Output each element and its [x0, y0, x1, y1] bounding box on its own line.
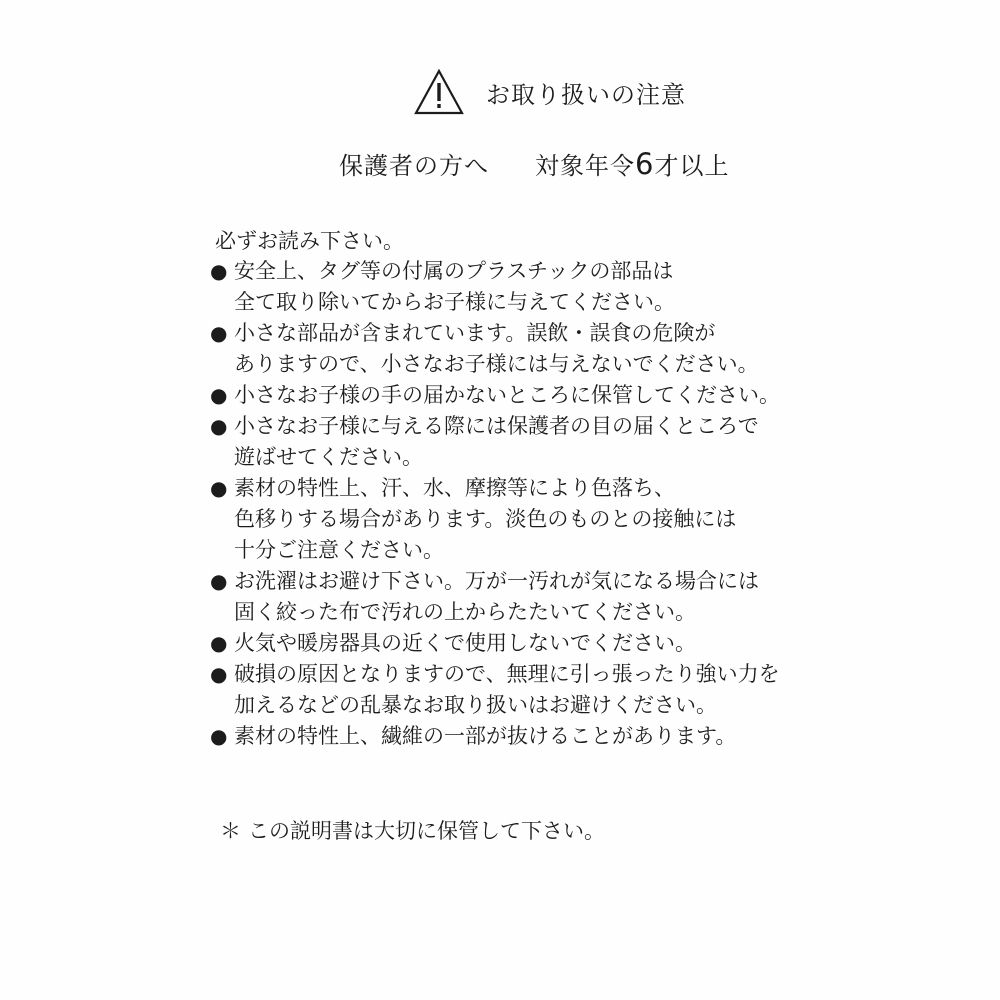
bullet-icon: ● [210, 631, 228, 655]
caution-item-text [234, 566, 992, 628]
caution-list [212, 256, 992, 752]
bullet-icon: ● [210, 662, 228, 686]
caution-item-text [234, 380, 992, 411]
caution-line: 素材の特性上、汗、水、摩擦等により色落ち、 [234, 476, 675, 500]
caution-item [212, 566, 992, 628]
caution-line: 全て取り除いてからお子様に与えてください。 [234, 290, 675, 314]
bullet-icon: ● [210, 414, 228, 438]
caution-line: お洗濯はお避け下さい。万が一汚れが気になる場合には [234, 569, 759, 593]
caution-line: 火気や暖房器具の近くで使用しないでください。 [234, 631, 696, 655]
caution-item-text [234, 659, 992, 721]
caution-line: 小さなお子様に与える際には保護者の目の届くところで [234, 414, 759, 438]
footnote-text: この説明書は大切に保管して下さい。 [248, 819, 605, 843]
caution-line: 色移りする場合があります。淡色のものとの接触には [234, 507, 737, 531]
caution-item [212, 473, 992, 566]
caution-item [212, 380, 992, 411]
age-prefix: 対象年令 [535, 152, 635, 180]
bullet-icon: ● [210, 321, 228, 345]
page-title: お取り扱いの注意 [486, 80, 686, 109]
caution-line: 加えるなどの乱暴なお取り扱いはお避けください。 [234, 693, 717, 717]
caution-item [212, 256, 992, 318]
age-suffix: 才以上 [654, 152, 730, 180]
bullet-icon: ● [210, 383, 228, 407]
warning-triangle-icon [414, 69, 464, 115]
caution-item [212, 411, 992, 473]
caution-line: 安全上、タグ等の付属のプラスチックの部品は [234, 259, 674, 283]
caution-line: 固く絞った布で汚れの上からたたいてください。 [234, 600, 696, 624]
notice-lead: 必ずお読み下さい。 [215, 229, 404, 253]
caution-item [212, 628, 992, 659]
caution-item [212, 721, 992, 752]
caution-item-text [234, 721, 992, 752]
caution-line: 小さな部品が含まれています。誤飲・誤食の危険が [234, 321, 716, 345]
caution-item-text [234, 256, 992, 318]
caution-line: ありますので、小さなお子様には与えないでください。 [234, 352, 759, 376]
bullet-icon: ● [210, 569, 228, 593]
title-row [414, 66, 686, 118]
bullet-icon: ● [210, 259, 228, 283]
caution-line: 破損の原因となりますので、無理に引っ張ったり強い力を [234, 662, 780, 686]
caution-line: 遊ばせてください。 [234, 445, 423, 469]
caution-item-text [234, 628, 992, 659]
caution-item [212, 318, 992, 380]
caution-line: 素材の特性上、繊維の一部が抜けることがあります。 [234, 724, 737, 748]
audience-label: 保護者の方へ [339, 152, 489, 180]
age-value: 6 [635, 147, 655, 181]
caution-line: 十分ご注意ください。 [234, 538, 444, 562]
caution-item-text [234, 411, 992, 473]
caution-item [212, 659, 992, 721]
bullet-icon: ● [210, 724, 228, 748]
footnote-mark: ＊ [220, 819, 241, 843]
caution-item-text [234, 318, 992, 380]
caution-line: 小さなお子様の手の届かないところに保管してください。 [234, 383, 780, 407]
caution-item-text [234, 473, 992, 566]
footnote [220, 815, 605, 845]
audience-line [339, 146, 729, 181]
bullet-icon: ● [210, 476, 228, 500]
